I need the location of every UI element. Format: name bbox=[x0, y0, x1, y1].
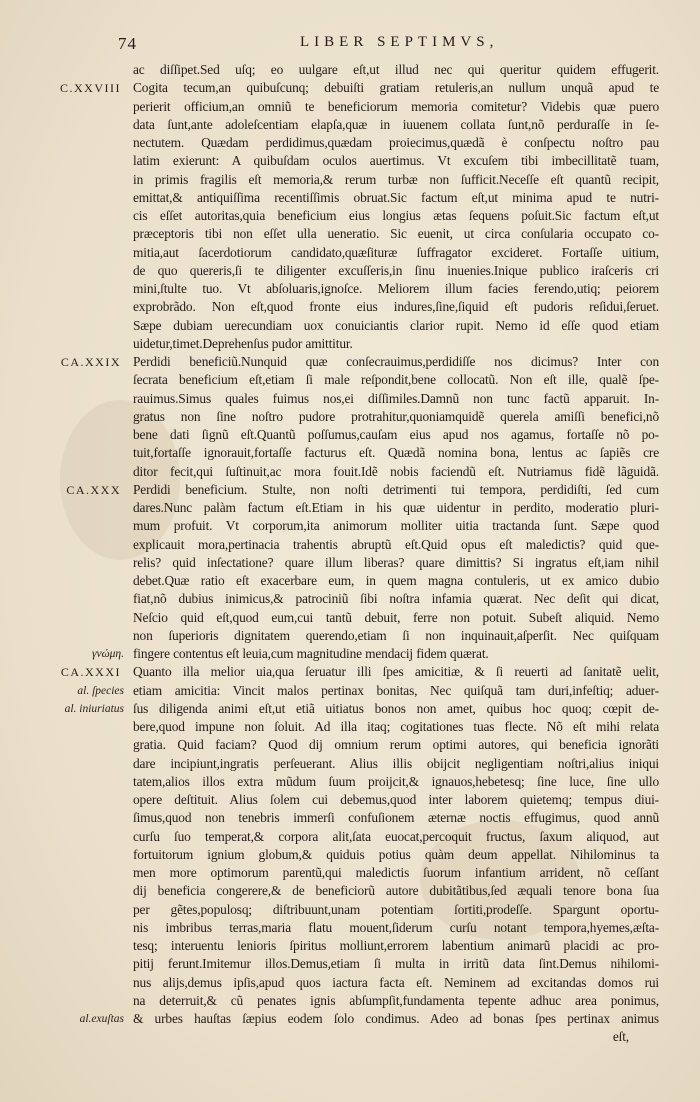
text-line bbox=[133, 426, 659, 444]
line-text: ſus diligenda animi eſt,ut etiã uitiatus bonos non amet, quibus hoc quoq; cœpit de- bbox=[133, 700, 659, 716]
line-text: gratia. Quid faciam? Quod dij omnium rerum optimi autores, qui beneficia ignorãti bbox=[133, 737, 659, 753]
text-line bbox=[133, 919, 659, 937]
line-text: na deterruit,& cũ penates ignis abſumpſit,fundamenta tepente adhuc area ponimus, bbox=[133, 992, 659, 1008]
text-line bbox=[133, 974, 659, 992]
text-line bbox=[133, 390, 659, 408]
chapter-number: CA.XXXI bbox=[60, 665, 121, 680]
line-text: opere deſtituit. Alius ſolem cui debemus,quod inter laborem quietemq; tempus diui- bbox=[133, 792, 659, 807]
text-line bbox=[133, 225, 659, 243]
line-text: dare incipiunt,ingratis perſeuerant. Alius illis obijcit negligentiam noſtri,alius iniqui bbox=[133, 755, 659, 771]
page-header bbox=[118, 34, 648, 56]
text-line bbox=[133, 554, 659, 572]
line-text: bene dati ſignũ eſt.Quantũ poſſumus,cauſam eius apud nos agamus, fortaſſe nõ po- bbox=[133, 427, 659, 442]
line-text: præceptoris tibi non eſſet ulla ueneratio. Sic euenit, ut circa conſularia occupato co- bbox=[133, 226, 659, 242]
text-line bbox=[133, 517, 659, 535]
text-line bbox=[133, 773, 659, 791]
line-text: dares.Nunc palàm factum eſt.Etiam in his quæ uidentur in perdito, moderatio pluri- bbox=[133, 500, 659, 515]
text-line bbox=[133, 463, 659, 481]
text-line bbox=[133, 864, 659, 882]
text-line bbox=[133, 536, 659, 554]
text-line bbox=[79, 1010, 659, 1028]
line-text: fiat,nõ dubius inimicus,& patrociniũ ſibi noſtra infamia quærat. Nec deſit qui dicat, bbox=[133, 591, 659, 607]
marginal-gloss: al. ſpecies bbox=[77, 684, 124, 697]
text-line bbox=[133, 280, 659, 298]
line-text: ditor fecit,qui ſuſtinuit,ac mora fouit.Idẽ nobis faciendũ eſt. Nutriamus fidẽ lãguidã. bbox=[133, 463, 659, 479]
text-line bbox=[133, 335, 659, 353]
line-text: fingere contentus eſt leuia,cum magnitudine mendacij fidem quærat. bbox=[133, 646, 489, 661]
line-text: debet.Quæ ratio eſt exacerbare eum, in quem magna contuleris, ut ex amico dubio bbox=[133, 573, 659, 588]
text-line bbox=[133, 134, 659, 152]
text-line bbox=[77, 682, 659, 700]
text-line bbox=[133, 116, 659, 134]
line-text: & urbes hauſtas ſæpius eodem ſolo condimus. Adeo ad bonas ſpes pertinax animus bbox=[133, 1011, 659, 1026]
line-text: relis? quid inſectatione? quare illum liberas? quare dimittis? Si ingratus eſt,iam nihil bbox=[133, 554, 659, 570]
text-line bbox=[133, 627, 659, 645]
text-line bbox=[133, 152, 659, 170]
line-text: nus alijs,demus ipſis,apud quos iactura facta eſt. Neminem ad excitandas domos rui bbox=[133, 974, 659, 990]
line-text: non ſuperioris dignitatem querendo,etiam ſi non inquinauit,aſperſit. Nec quiſquam bbox=[133, 627, 659, 643]
text-line bbox=[60, 353, 659, 371]
line-text: Perdidi beneficiũ.Nunquid quæ conſecrauimus,perdidiſſe nos dicimus? Inter con bbox=[133, 354, 659, 369]
chapter-number: CA.XXX bbox=[66, 482, 121, 497]
line-text: tuit,fortaſſe ignorauit,fortaſſe facturus eſt. Quædã nomina bona, lentus ac ſapiẽs cre bbox=[133, 445, 659, 461]
text-line bbox=[133, 809, 659, 827]
text-line bbox=[133, 736, 659, 754]
line-text: Neſcio quid eſt,quod eum,cui tantũ debuit, ferre non potuit. Subeſt aliquid. Nemo bbox=[133, 609, 659, 625]
text-line bbox=[133, 955, 659, 973]
text-line bbox=[133, 189, 659, 207]
chapter-number: CA.XXIX bbox=[60, 355, 121, 369]
text-line bbox=[133, 244, 659, 262]
line-text: tatem,alios illos extra mũdum ſuum proijcit,& ignauos,hebetesq; ſine luce, ſine ullo bbox=[133, 773, 659, 789]
line-text: in primis fragilis eſt memoria,& rerum turbæ non ſufficit.Neceſſe eſt quantũ recipit, bbox=[133, 171, 659, 187]
line-text: men more optimorum parentũ,qui maledictis ſuorum infantium arrident, nõ ceſſant bbox=[133, 865, 659, 880]
line-text: mini,ſtulte tuo. Vt abſoluaris,ignoſce. Meliorem illum facies ferendo,utiq; peiorem bbox=[133, 281, 659, 296]
marginal-gloss: al. iniuriatus bbox=[64, 702, 124, 715]
line-text: exprobrãdo. Non eſt,quod fronte eius indures,ſine,ſiquid eſt pudoris reſidui,ſeruet. bbox=[133, 299, 659, 315]
line-text: gratus non ſine noſtro pudore protrahitur,quoniamquidẽ querela amiſſi benefici,nõ bbox=[133, 408, 659, 424]
line-text: per gẽtes,populosq; diſtribuunt,unam potentiam ſortiti,prodeſſe. Spargunt oportu- bbox=[133, 901, 659, 917]
line-text: tesq; interuentu lenioris ſpiritus molliunt,errorem labentium animarũ placidi ac pro- bbox=[133, 938, 659, 953]
line-text: ſecrata beneficium eſt,etiam ſi male reſpondit,bene collocatũ. Non eſt ille, qualẽ ſpe- bbox=[133, 372, 659, 388]
line-text: latim exierunt: A quibuſdam oculos auertimus. Vt excuſem tibi imbecillitatẽ tuam, bbox=[133, 153, 659, 169]
text-line bbox=[64, 700, 659, 718]
text-line bbox=[133, 262, 659, 280]
text-line bbox=[133, 791, 659, 809]
line-text: mum profuit. Vt corporum,ita animorum molliter uitia tractanda ſunt. Sæpe quod bbox=[133, 518, 659, 534]
text-line bbox=[133, 828, 659, 846]
text-line bbox=[133, 61, 659, 79]
line-text: dij beneficia congerere,& de beneficiorũ autore dubitãtibus,ſed æquali tenore bona ſua bbox=[133, 883, 659, 899]
line-text: fortuitorum ignium globum,& quiduis potius quàm deum appellat. Nihilominus ta bbox=[133, 846, 659, 862]
text-line bbox=[133, 590, 659, 608]
line-text: uidetur,timet.Deprehenſus pudor amittitur. bbox=[133, 335, 353, 351]
text-line bbox=[133, 408, 659, 426]
text-line bbox=[60, 663, 659, 681]
text-line bbox=[133, 609, 659, 627]
chapter-number: C.XXVIII bbox=[60, 81, 121, 96]
text-line bbox=[133, 371, 659, 389]
text-line bbox=[66, 481, 659, 499]
line-text: nectutem. Quædam perdidimus,quædam proiecimus,quædã è conſpectu noſtro pau bbox=[133, 135, 659, 150]
line-text: Perdidi beneficium. Stulte, non noſti detrimenti tui tempora, perdidiſti, ſed cum bbox=[133, 481, 659, 497]
text-line bbox=[133, 207, 659, 225]
line-text: Quanto illa melior uia,qua ſeruatur illi ſpes amicitiæ, & ſi reuerti ad ſanitatẽ uelit, bbox=[133, 664, 659, 680]
line-text: de quo quereris,ſi te diligenter excuſſeris,in ſinu inuenies.Inique publico iraſceris cri bbox=[133, 262, 659, 278]
line-text: explicauit mora,pertinacia trahentis abruptũ eſt.Quid opus eſt maledictis? quid que- bbox=[133, 536, 659, 552]
line-text: mitia,aut ſacerdotiorum candidato,quæſituræ ſuffragator excideret. Fortaſſe uitium, bbox=[133, 244, 659, 260]
line-text: eſt, bbox=[612, 1029, 629, 1045]
line-text: ſimus,quod non tenebris immerſi confuſionem æternæ noctis effugimus, quod annũ bbox=[133, 810, 659, 826]
line-text: ac diſſipet.Sed uſq; eo uulgare eſt,ut illud nec qui queritur quidem effugerit. bbox=[133, 62, 659, 77]
text-line bbox=[133, 901, 659, 919]
text-line bbox=[133, 298, 659, 316]
line-text: bere,quod impune non ſoluit. Ad illa itaq; cogitationes tuas flecte. Nõ eſt mihi relata bbox=[133, 719, 659, 734]
text-line bbox=[91, 645, 659, 663]
text-line bbox=[133, 317, 659, 335]
text-line bbox=[133, 846, 659, 864]
text-line bbox=[133, 444, 659, 462]
text-line bbox=[133, 499, 659, 517]
text-line bbox=[133, 171, 659, 189]
body-text bbox=[60, 61, 659, 1047]
line-text: cis eſſet autoritas,quia beneficium eius longius ætas ſequens poſuit.Sic factum eſt,ut bbox=[133, 208, 659, 223]
line-text: nis imbribus terras,maria flatu mouent,ſiderum curſu notant tempora,hyemes,æſta- bbox=[133, 919, 659, 935]
line-text: data ſunt,ante adoleſcentiam elapſa,quæ in iuuenem collata ſunt,nõ perduraſſe in ſe- bbox=[133, 116, 659, 132]
line-text: etiam amicitia: Vincit malos pertinax bonitas, Nec quiſquã tam duri,infeſtiq; aduer- bbox=[133, 682, 659, 698]
text-line bbox=[60, 79, 659, 97]
line-text: Sæpe dubiam uerecundiam uox conuiciantis clarior rupit. Nemo id eſſe quod etiam bbox=[133, 317, 659, 333]
marginal-gloss: γνώμη. bbox=[91, 648, 124, 660]
line-text: pitij ferunt.Imitemur illos.Demus,etiam ſi multa in irritũ data ſint.Demus nihilomi- bbox=[133, 956, 659, 972]
text-line bbox=[133, 882, 659, 900]
running-title: LIBER SEPTIMVS, bbox=[300, 34, 499, 50]
marginal-gloss: al.exuſtas bbox=[79, 1013, 124, 1025]
line-text: perierit officium,an omniũ te beneficiorum memoria comitetur? Videbis quæ puero bbox=[133, 98, 659, 114]
text-line bbox=[133, 1028, 659, 1046]
text-line bbox=[133, 572, 659, 590]
line-text: Cogita tecum,an quibuſcunq; debuiſti gratiam retuleris,an nullum unquã apud te bbox=[133, 80, 659, 96]
line-text: rauimus.Simus quales fuimus nos,ei diſſimiles.Damnũ non tunc factũ apparuit. In- bbox=[133, 390, 659, 406]
text-line bbox=[133, 98, 659, 116]
text-line bbox=[133, 718, 659, 736]
page-number: 74 bbox=[118, 34, 137, 53]
text-line bbox=[133, 755, 659, 773]
line-text: curſu ſuo temperat,& corpora alit,ſata euocat,percoquit fructus, ſaxum aliquod, aut bbox=[133, 828, 659, 844]
line-text: emittat,& antiquiſſima recentiſſimis obruat.Sic factum eſt,ut minima apud te nutri- bbox=[133, 189, 659, 205]
text-line bbox=[133, 992, 659, 1010]
text-line bbox=[133, 937, 659, 955]
